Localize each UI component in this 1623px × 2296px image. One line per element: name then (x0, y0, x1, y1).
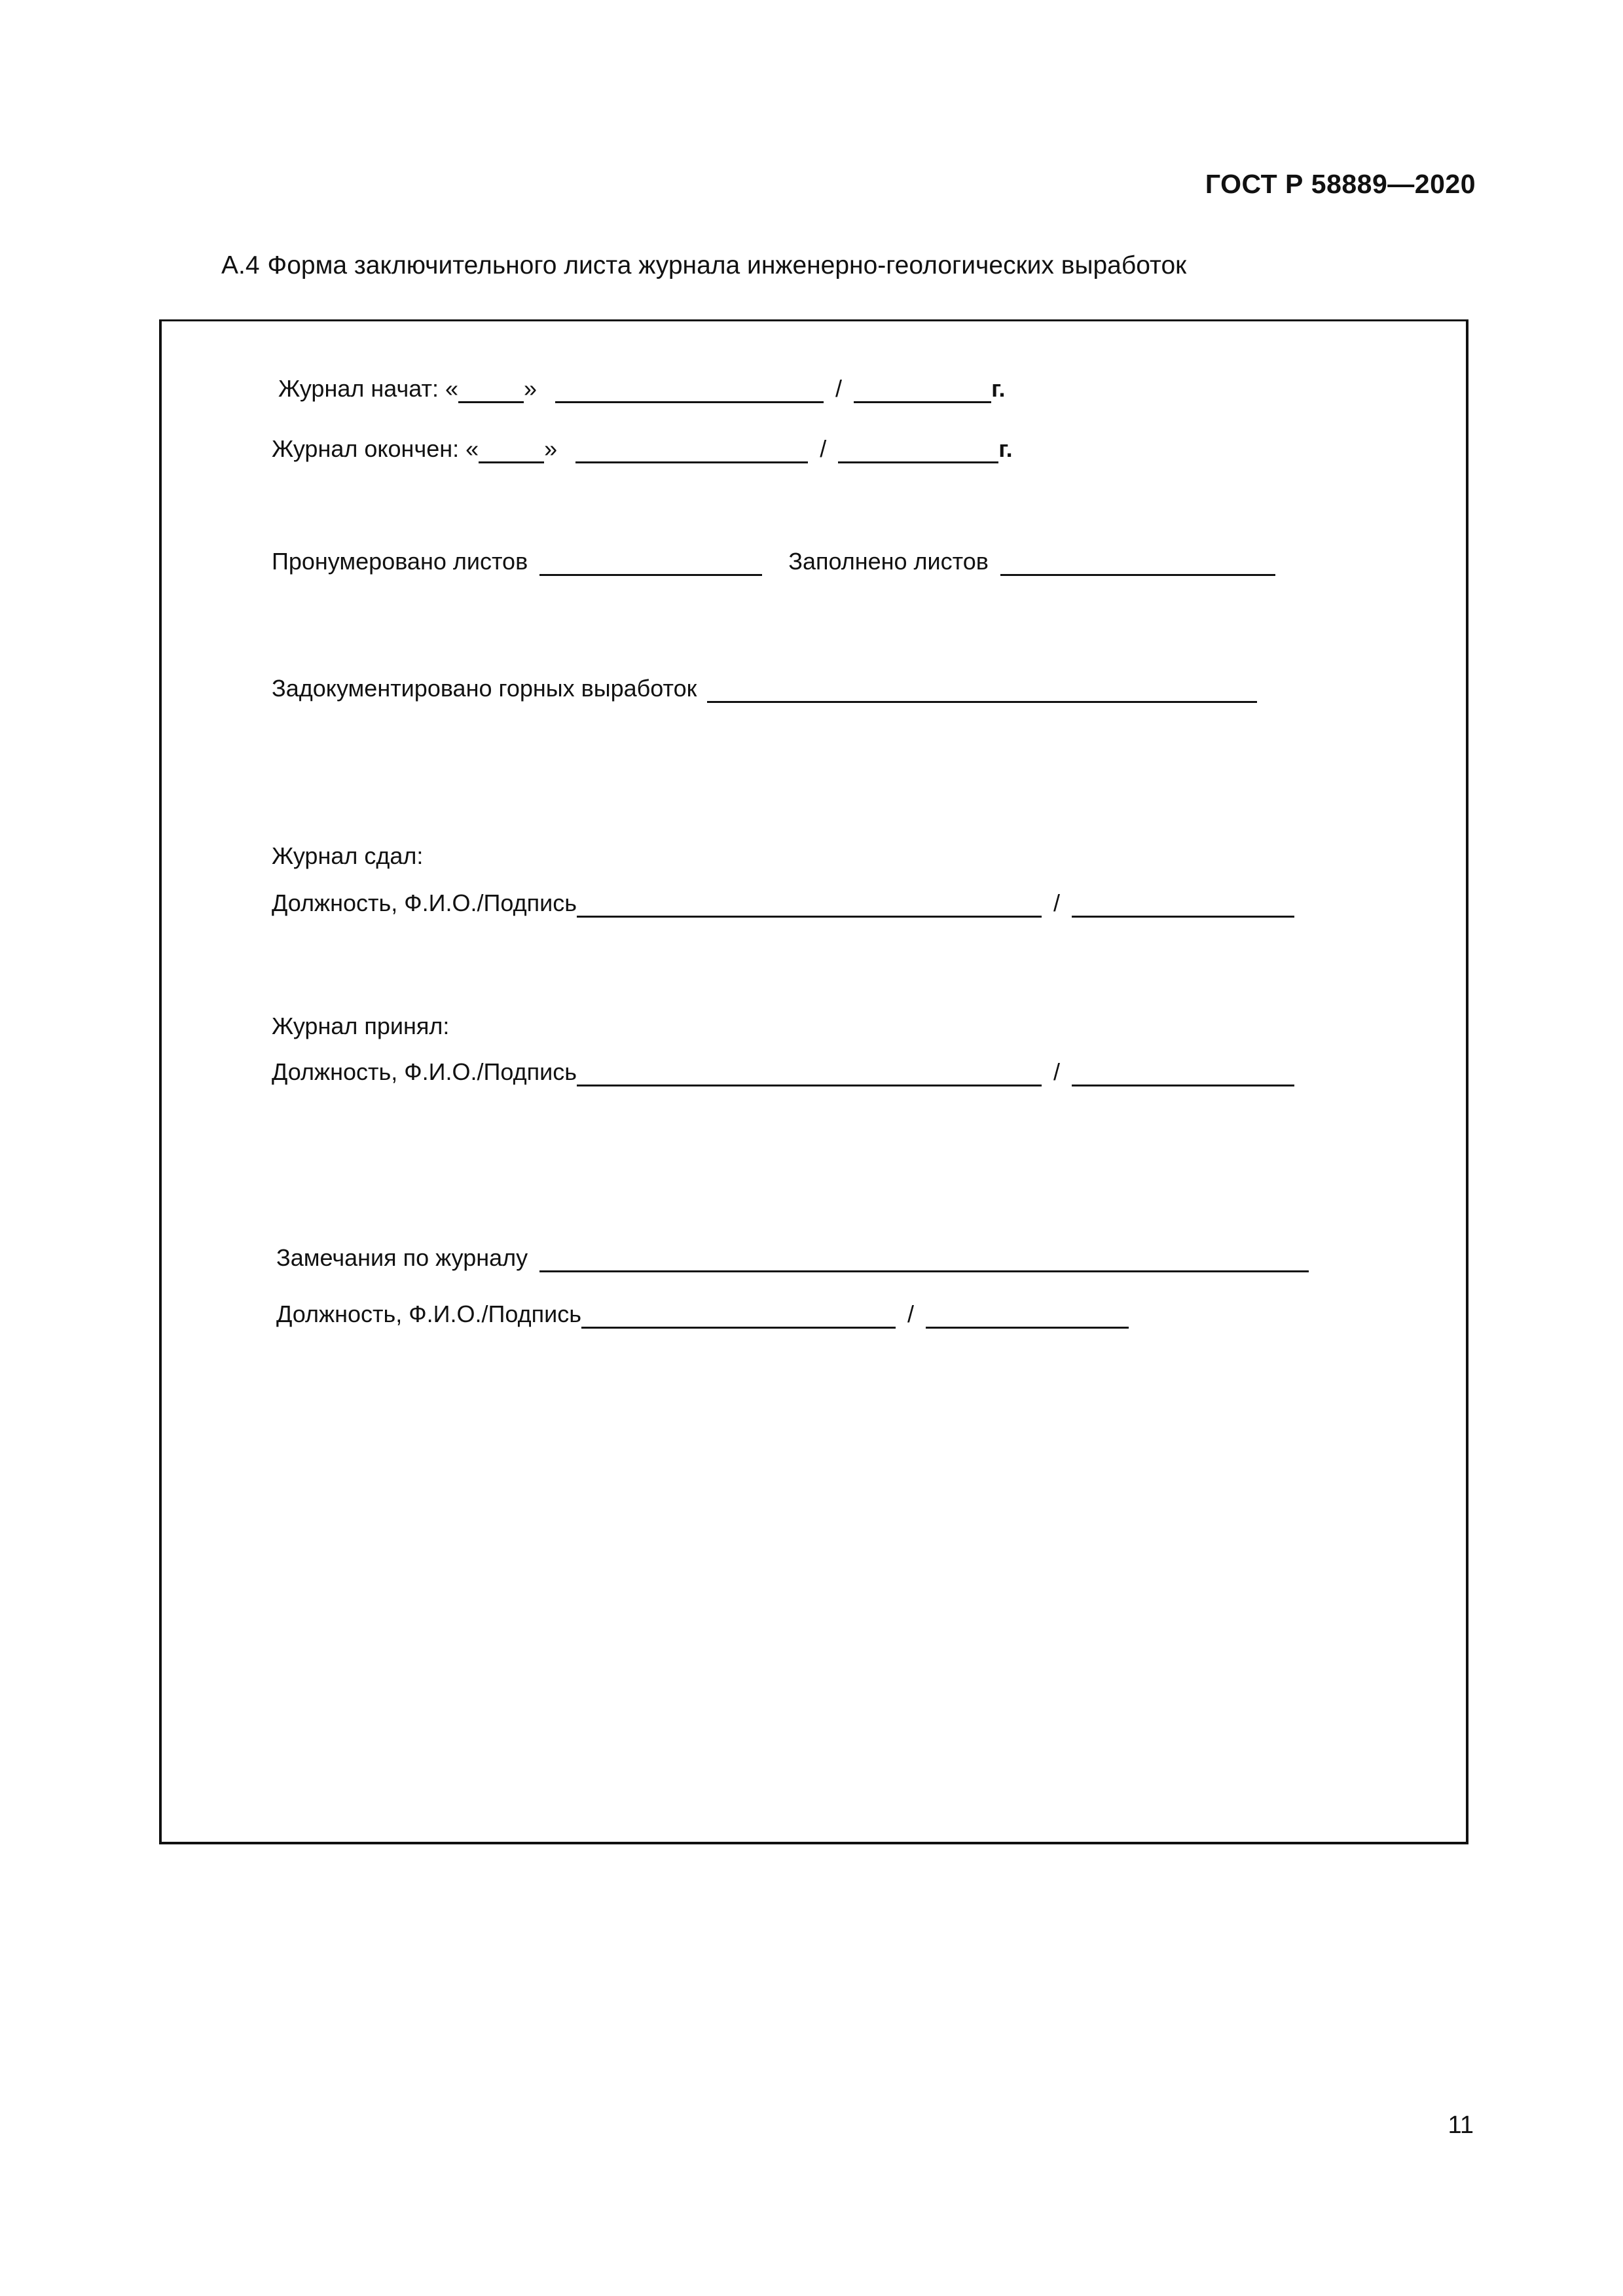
journal-started-label: Журнал начат: « (278, 375, 458, 402)
filled-sheets-blank[interactable] (1000, 548, 1275, 576)
day-blank[interactable] (479, 435, 544, 463)
year-blank[interactable] (838, 435, 998, 463)
section-number: А.4 (221, 251, 260, 279)
slash-separator: / (820, 435, 827, 462)
page-number: 11 (1448, 2111, 1474, 2139)
month-blank[interactable] (555, 375, 824, 403)
slash-separator: / (1053, 889, 1061, 916)
accepted-sign-row (272, 1058, 1294, 1088)
signature-blank[interactable] (577, 1058, 1042, 1086)
year-blank[interactable] (854, 375, 991, 403)
remarks-label: Замечания по журналу (276, 1244, 528, 1271)
day-blank[interactable] (458, 375, 524, 403)
position-name-signature-label: Должность, Ф.И.О./Подпись (272, 1058, 577, 1085)
remarks-blank[interactable] (539, 1244, 1309, 1272)
section-title: Форма заключительного листа журнала инженерно-геологических выработок (267, 251, 1187, 279)
documented-workings-label: Задокументировано горных выработок (272, 675, 697, 702)
journal-started-row (278, 374, 1005, 404)
numbered-sheets-label: Пронумеровано листов (272, 548, 528, 575)
accepted-heading: Журнал принял: (272, 1013, 450, 1039)
quote-close: » (544, 435, 558, 462)
slash-separator: / (835, 375, 843, 402)
standard-designation: ГОСТ Р 58889—2020 (1205, 169, 1476, 199)
name-blank[interactable] (926, 1300, 1129, 1329)
journal-finished-row (272, 435, 1013, 465)
remarks-sign-row (276, 1300, 1129, 1330)
journal-finished-label: Журнал окончен: « (272, 435, 479, 462)
documented-workings-blank[interactable] (707, 675, 1257, 703)
year-suffix: г. (998, 435, 1013, 462)
handed-over-heading: Журнал сдал: (272, 842, 424, 869)
year-suffix: г. (991, 375, 1006, 402)
name-blank[interactable] (1072, 1058, 1294, 1086)
remarks-row (276, 1244, 1309, 1274)
handed-over-sign-row (272, 889, 1294, 919)
signature-blank[interactable] (577, 889, 1042, 918)
sheets-row (272, 547, 1275, 577)
quote-close: » (523, 375, 538, 402)
name-blank[interactable] (1072, 889, 1294, 918)
filled-sheets-label: Заполнено листов (788, 548, 989, 575)
slash-separator: / (907, 1300, 915, 1327)
signature-blank[interactable] (581, 1300, 896, 1329)
position-name-signature-label: Должность, Ф.И.О./Подпись (276, 1300, 581, 1327)
slash-separator: / (1053, 1058, 1061, 1085)
position-name-signature-label: Должность, Ф.И.О./Подпись (272, 889, 577, 916)
numbered-sheets-blank[interactable] (539, 548, 762, 576)
section-heading (221, 251, 1186, 280)
documented-row (272, 674, 1257, 704)
month-blank[interactable] (575, 435, 808, 463)
